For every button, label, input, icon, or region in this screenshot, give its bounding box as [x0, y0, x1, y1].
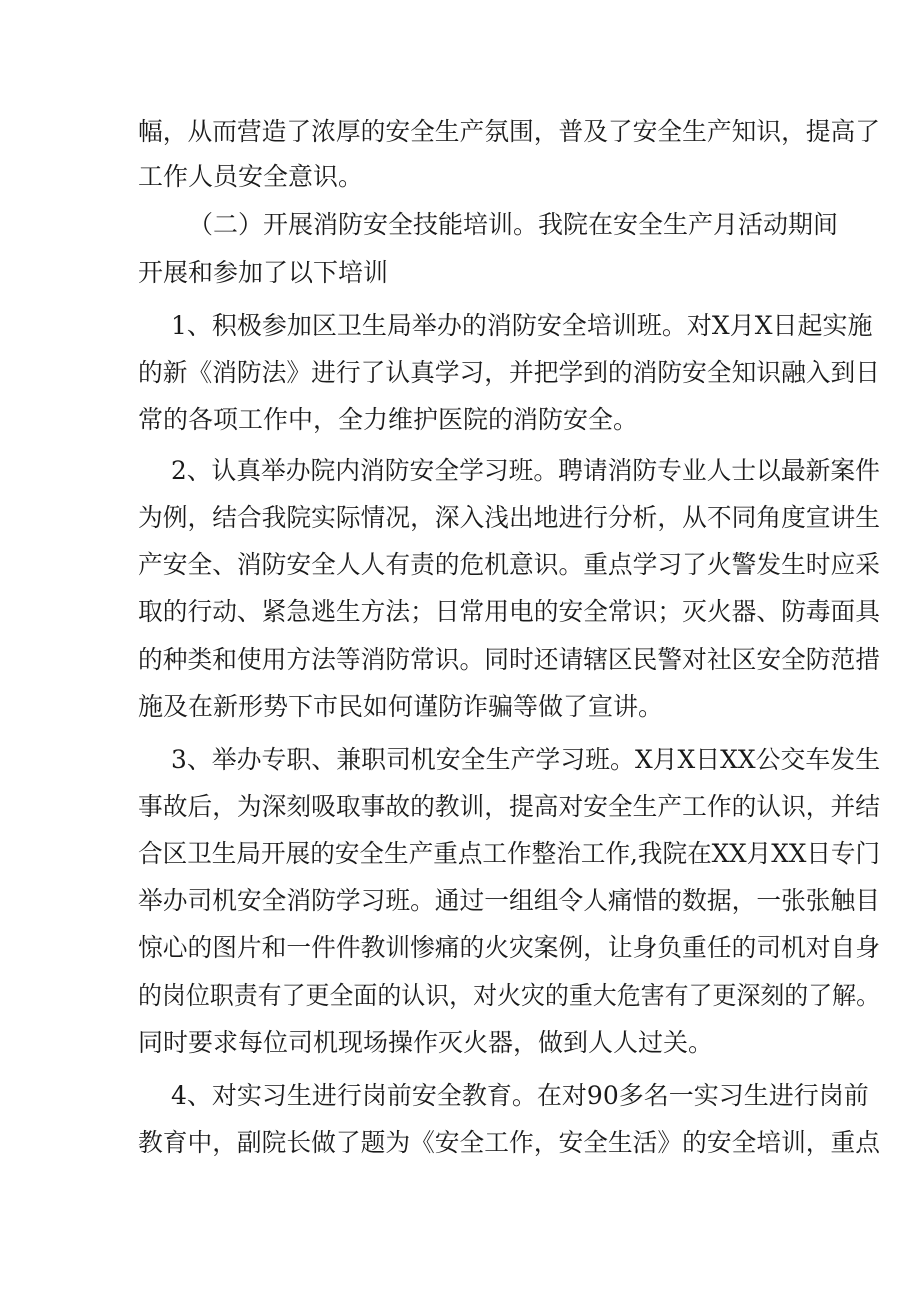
text-line: 常的各项工作中，全力维护医院的消防安全。	[138, 405, 639, 434]
text-line: 产安全、消防安全人人有责的危机意识。重点学习了火警发生时应采	[138, 550, 881, 579]
text-line: 合区卫生局开展的安全生产重点工作整治工作,我院在XX月XX日专门	[138, 839, 881, 868]
text-line: 教育中，副院长做了题为《安全工作，安全生活》的安全培训，重点	[138, 1128, 881, 1157]
text-line: 的种类和使用方法等消防常识。同时还请辖区民警对社区安全防范措	[138, 645, 881, 674]
text-line: 的岗位职责有了更全面的认识，对火灾的重大危害有了更深刻的了解。	[138, 981, 881, 1010]
text-line: 同时要求每位司机现场操作灭火器，做到人人过关。	[138, 1028, 714, 1057]
text-line: 施及在新形势下市民如何谨防诈骗等做了宣讲。	[138, 692, 664, 721]
text-line: 3、举办专职、兼职司机安全生产学习班。X月X日XX公交车发生	[171, 745, 881, 774]
text-line: 开展和参加了以下培训	[138, 258, 389, 287]
text-line: 事故后，为深刻吸取事故的教训，提高对安全生产工作的认识，并结	[138, 792, 881, 821]
text-line: 工作人员安全意识。	[138, 162, 364, 191]
text-line: 1、积极参加区卫生局举办的消防安全培训班。对X月X日起实施	[171, 311, 873, 340]
text-line: 举办司机安全消防学习班。通过一组组令人痛惜的数据，一张张触目	[138, 886, 881, 915]
text-line: 取的行动、紧急逃生方法；日常用电的安全常识；灭火器、防毒面具	[138, 597, 881, 626]
text-line: 的新《消防法》进行了认真学习，并把学到的消防安全知识融入到日	[138, 358, 881, 387]
text-line: （二）开展消防安全技能培训。我院在安全生产月活动期间	[188, 210, 839, 239]
text-line: 4、对实习生进行岗前安全教育。在对90多名一实习生进行岗前	[171, 1081, 869, 1110]
text-line: 幅，从而营造了浓厚的安全生产氛围，普及了安全生产知识，提高了	[138, 117, 881, 146]
text-line: 2、认真举办院内消防安全学习班。聘请消防专业人士以最新案件	[171, 456, 880, 485]
text-line: 为例，结合我院实际情况，深入浅出地进行分析，从不同角度宣讲生	[138, 503, 881, 532]
text-line: 惊心的图片和一件件教训惨痛的火灾案例，让身负重任的司机对自身	[138, 933, 881, 962]
